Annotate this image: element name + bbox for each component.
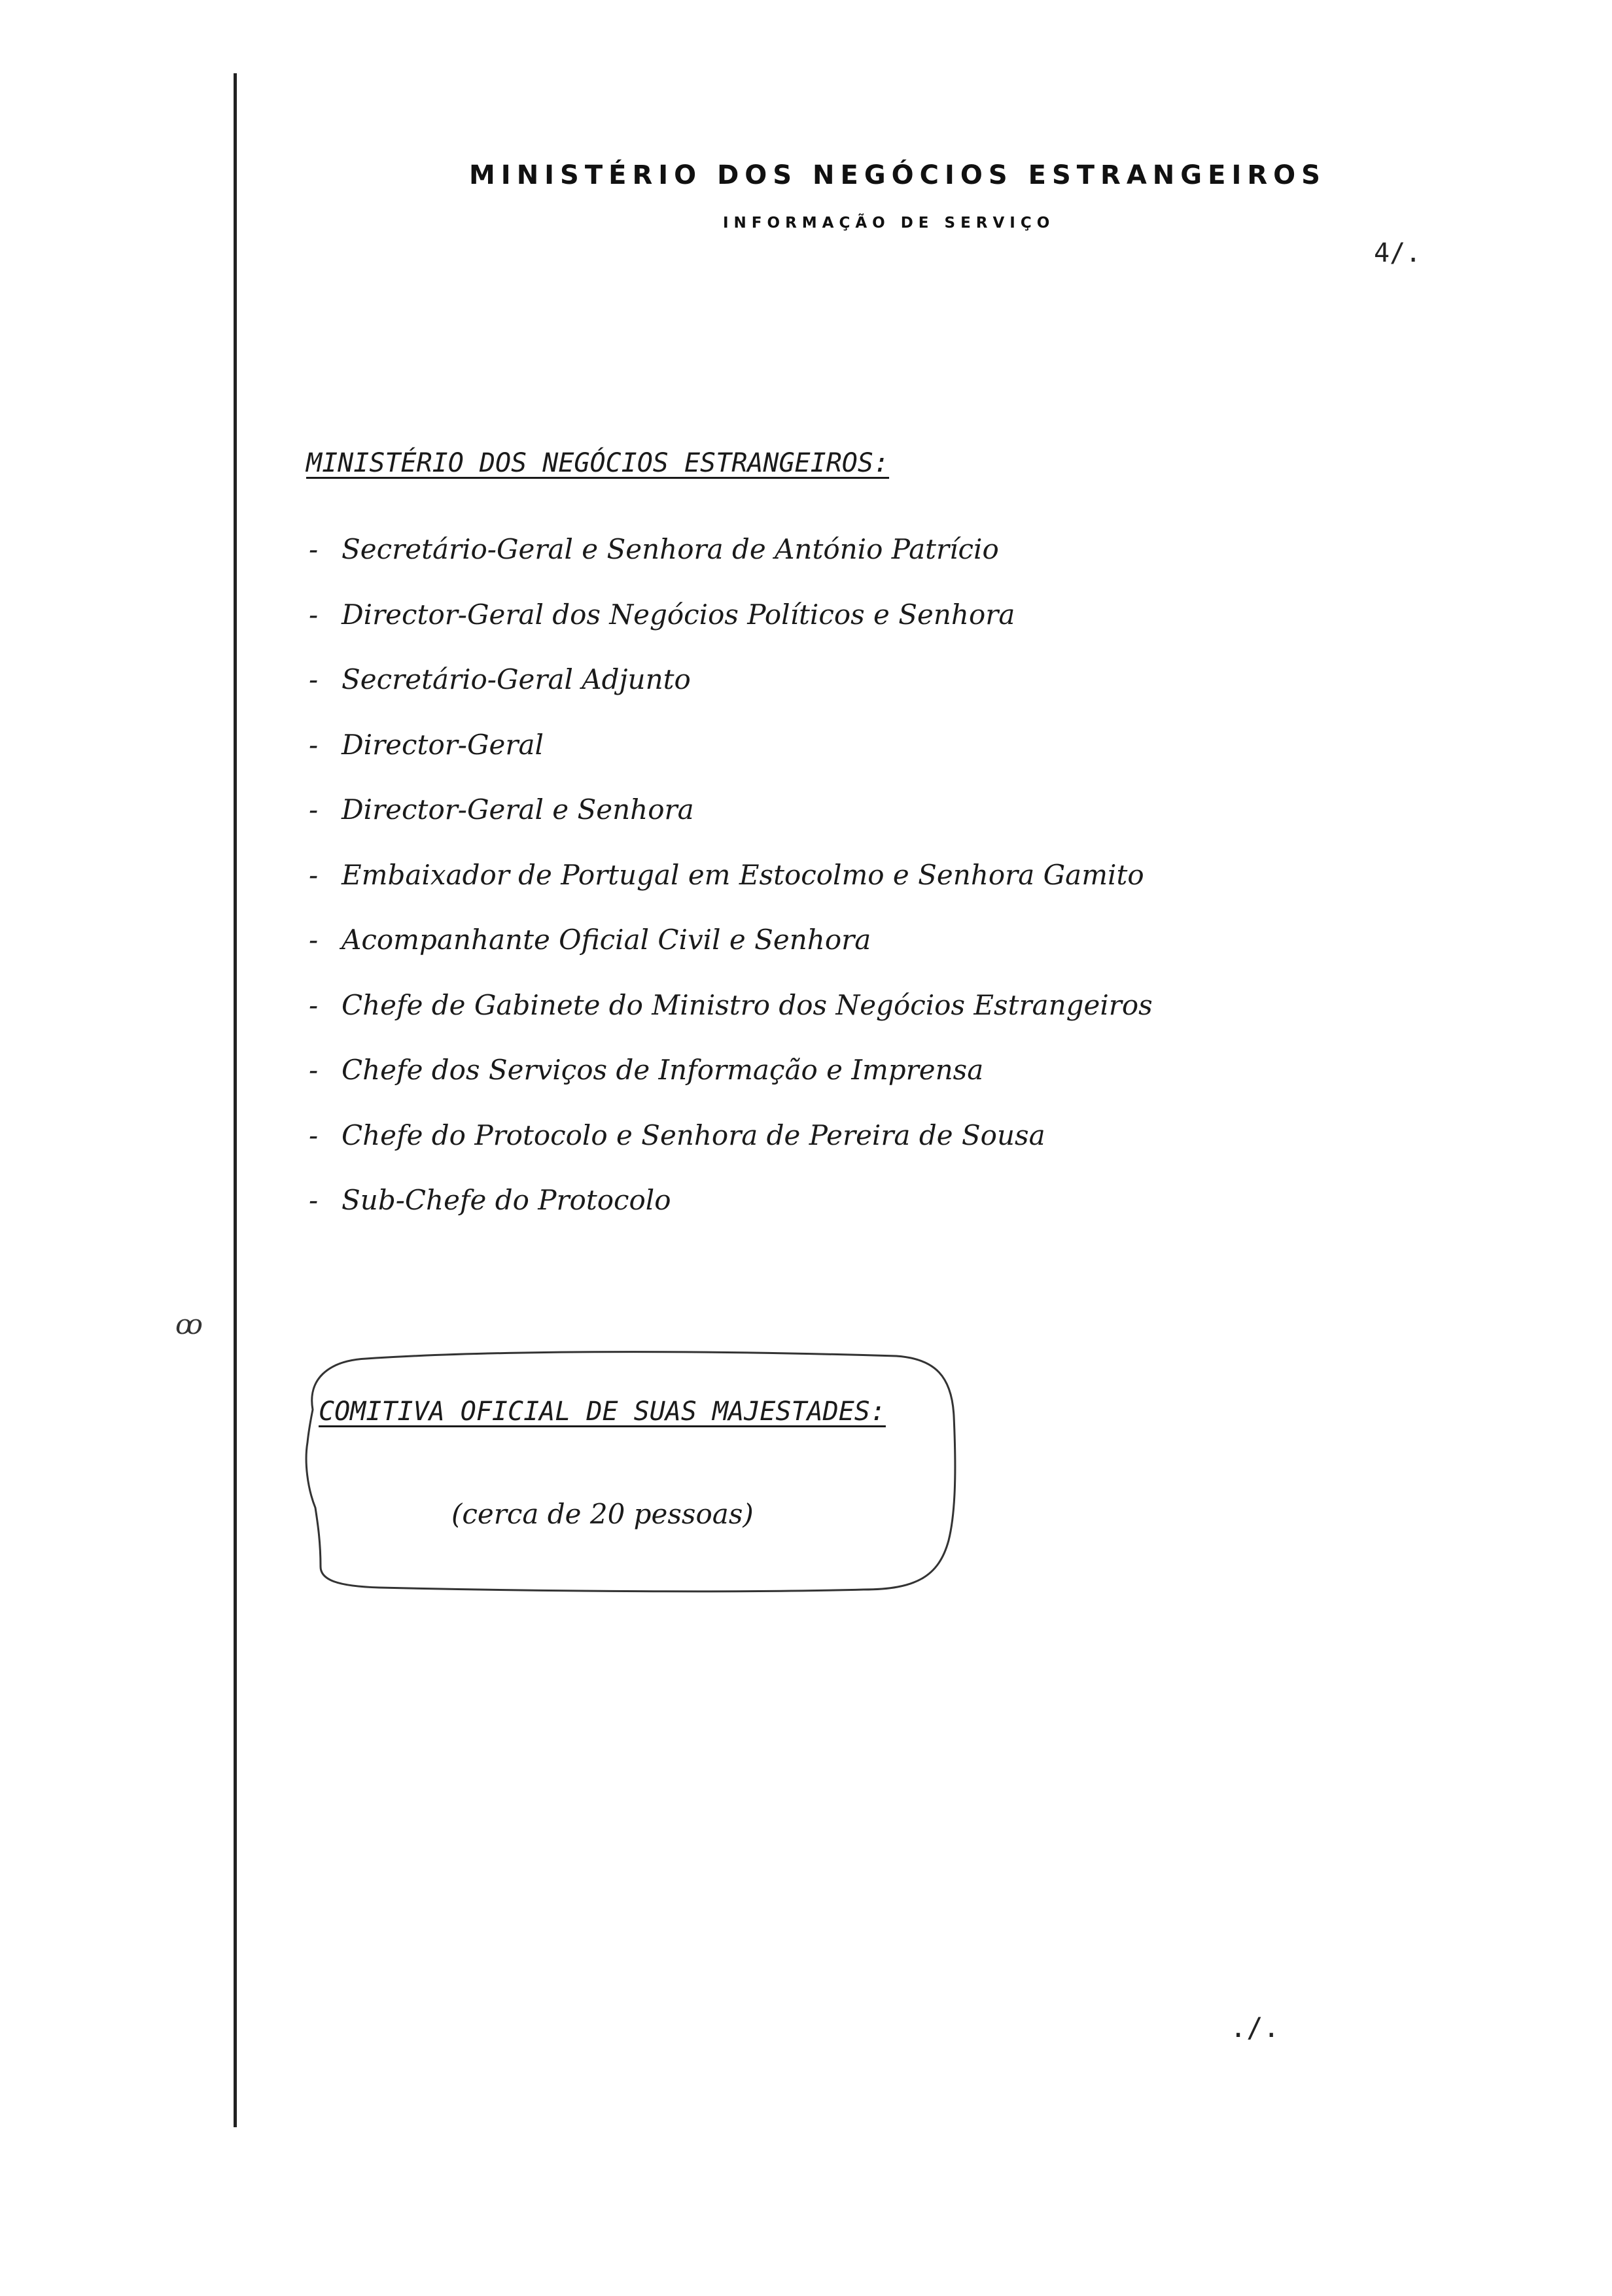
page-number: 4/.: [1374, 238, 1422, 268]
letterhead-subtitle: INFORMAÇÃO DE SERVIÇO: [723, 215, 1055, 232]
list-item: - Embaixador de Portugal em Estocolmo e Senhora Gamito: [309, 858, 1144, 891]
section-heading-ministry: MINISTÉRIO DOS NEGÓCIOS ESTRANGEIROS:: [306, 448, 890, 478]
list-item-text: Secretário-Geral e Senhora de António Patrício: [342, 533, 999, 565]
list-item: - Chefe dos Serviços de Informação e Imprensa: [309, 1054, 984, 1086]
list-item-text: Director-Geral: [342, 728, 544, 761]
list-item: - Chefe do Protocolo e Senhora de Pereira de Sousa: [309, 1119, 1045, 1151]
list-item-text: Embaixador de Portugal em Estocolmo e Senhora Gamito: [342, 858, 1144, 891]
ministry-attendee-list: [309, 533, 1153, 1249]
hand-drawn-outline: [288, 1344, 968, 1612]
handwritten-margin-mark: ꝏ: [175, 1308, 203, 1340]
letterhead-title: MINISTÉRIO DOS NEGÓCIOS ESTRANGEIROS: [469, 160, 1326, 190]
list-item: - Secretário-Geral e Senhora de António Patrício: [309, 533, 999, 565]
list-item: - Director-Geral e Senhora: [309, 793, 694, 826]
list-item: - Director-Geral dos Negócios Políticos e Senhora: [309, 598, 1015, 631]
list-item-text: Chefe do Protocolo e Senhora de Pereira de Sousa: [342, 1119, 1045, 1151]
section-heading-comitiva: COMITIVA OFICIAL DE SUAS MAJESTADES:: [319, 1397, 886, 1427]
list-item: - Sub-Chefe do Protocolo: [309, 1184, 671, 1216]
list-item-text: Director-Geral e Senhora: [342, 793, 694, 826]
continuation-mark: ./.: [1230, 2011, 1280, 2044]
list-item-text: Sub-Chefe do Protocolo: [342, 1184, 671, 1216]
list-item-text: Chefe dos Serviços de Informação e Imprensa: [342, 1054, 984, 1086]
list-item: - Chefe de Gabinete do Ministro dos Negócios Estrangeiros: [309, 988, 1153, 1021]
list-item-text: Director-Geral dos Negócios Políticos e Senhora: [342, 598, 1015, 631]
left-margin-rule: [234, 73, 237, 2127]
list-item-text: Secretário-Geral Adjunto: [342, 663, 691, 695]
list-item-text: Acompanhante Oficial Civil e Senhora: [342, 924, 871, 956]
comitiva-note: (cerca de 20 pessoas): [451, 1498, 754, 1530]
list-item: - Director-Geral: [309, 728, 544, 761]
list-item-text: Chefe de Gabinete do Ministro dos Negócios Estrangeiros: [342, 988, 1153, 1021]
list-item: - Acompanhante Oficial Civil e Senhora: [309, 924, 871, 956]
list-item: - Secretário-Geral Adjunto: [309, 663, 691, 695]
